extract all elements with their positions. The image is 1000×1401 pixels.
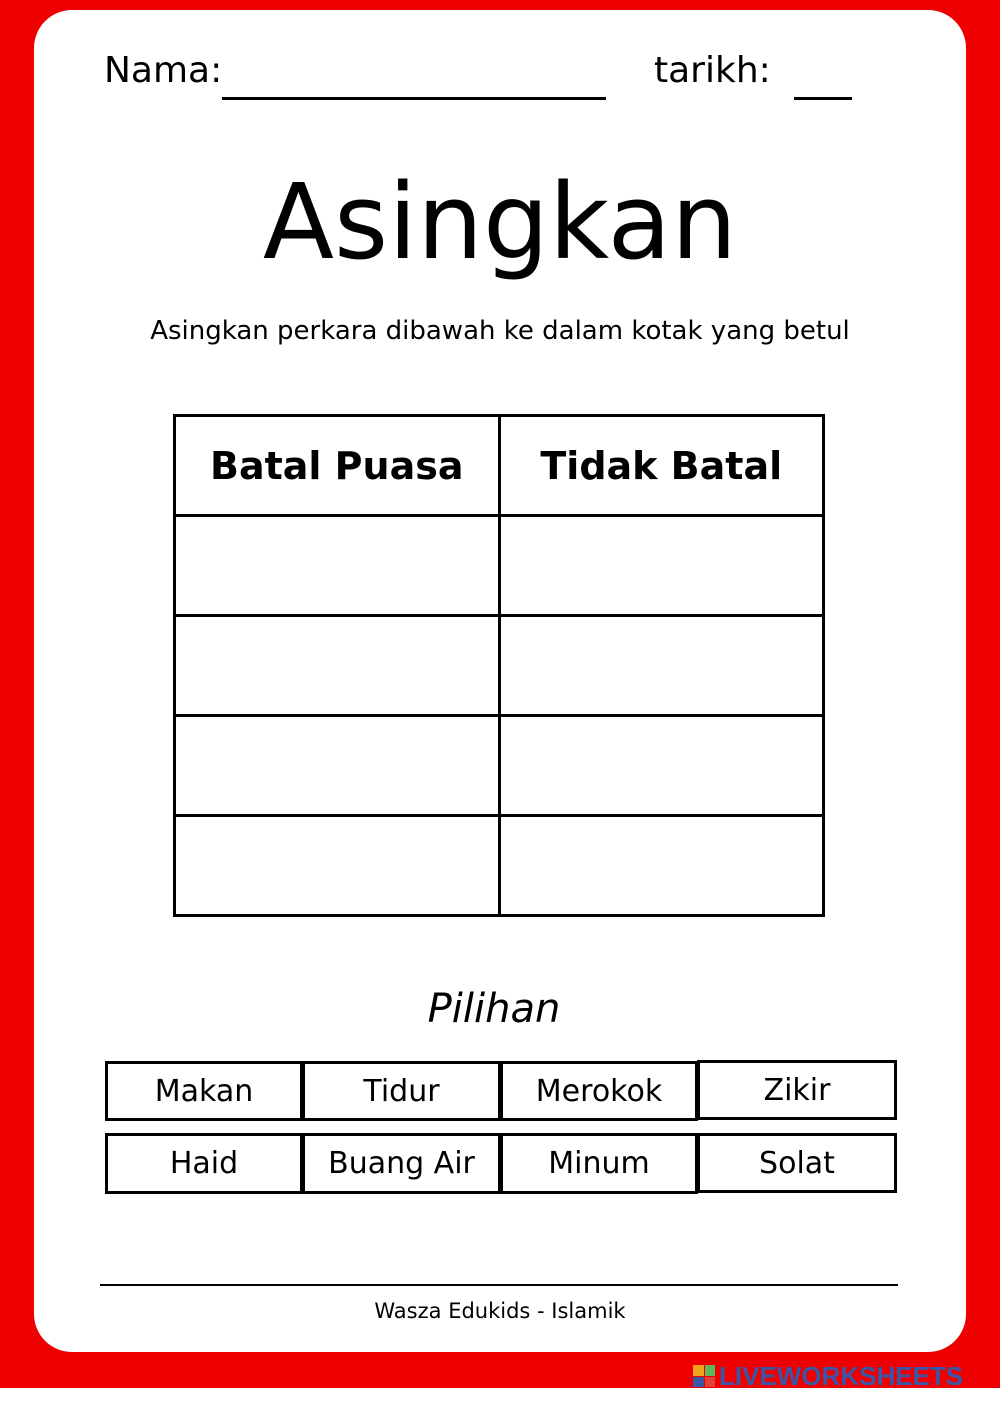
drop-cell-batal-3[interactable] bbox=[175, 716, 500, 816]
drop-cell-batal-2[interactable] bbox=[175, 616, 500, 716]
column-header-batal-puasa: Batal Puasa bbox=[175, 416, 500, 516]
page-title: Asingkan bbox=[262, 161, 738, 283]
option-card-zikir[interactable]: Zikir bbox=[697, 1060, 897, 1120]
drop-cell-tidak-4[interactable] bbox=[499, 816, 823, 916]
table-row bbox=[175, 816, 824, 916]
footer-divider bbox=[100, 1284, 898, 1286]
options-title: Pilihan bbox=[427, 986, 561, 1032]
table-header-row bbox=[175, 416, 824, 516]
sorting-table bbox=[173, 414, 825, 917]
drop-cell-tidak-2[interactable] bbox=[499, 616, 823, 716]
option-card-haid[interactable]: Haid bbox=[105, 1133, 303, 1194]
column-header-tidak-batal: Tidak Batal bbox=[499, 416, 823, 516]
drop-cell-batal-1[interactable] bbox=[175, 516, 500, 616]
date-label: tarikh: bbox=[654, 50, 771, 91]
option-card-merokok[interactable]: Merokok bbox=[500, 1061, 698, 1121]
date-input-line[interactable] bbox=[794, 97, 852, 100]
table-row bbox=[175, 616, 824, 716]
table-row bbox=[175, 516, 824, 616]
option-card-makan[interactable]: Makan bbox=[105, 1061, 303, 1121]
name-input-line[interactable] bbox=[222, 97, 606, 100]
liveworksheets-icon bbox=[693, 1365, 715, 1387]
instruction-text: Asingkan perkara dibawah ke dalam kotak yang betul bbox=[150, 316, 850, 346]
liveworksheets-logo bbox=[693, 1360, 964, 1391]
table-row bbox=[175, 716, 824, 816]
drop-cell-tidak-1[interactable] bbox=[499, 516, 823, 616]
footer-text: Wasza Edukids - Islamik bbox=[374, 1299, 626, 1323]
option-card-tidur[interactable]: Tidur bbox=[302, 1061, 501, 1121]
liveworksheets-wordmark: LIVEWORKSHEETS bbox=[719, 1360, 964, 1391]
drop-cell-batal-4[interactable] bbox=[175, 816, 500, 916]
option-card-buang-air[interactable]: Buang Air bbox=[302, 1133, 501, 1194]
option-card-solat[interactable]: Solat bbox=[697, 1133, 897, 1193]
name-label: Nama: bbox=[104, 50, 223, 91]
option-card-minum[interactable]: Minum bbox=[500, 1133, 698, 1194]
drop-cell-tidak-3[interactable] bbox=[499, 716, 823, 816]
